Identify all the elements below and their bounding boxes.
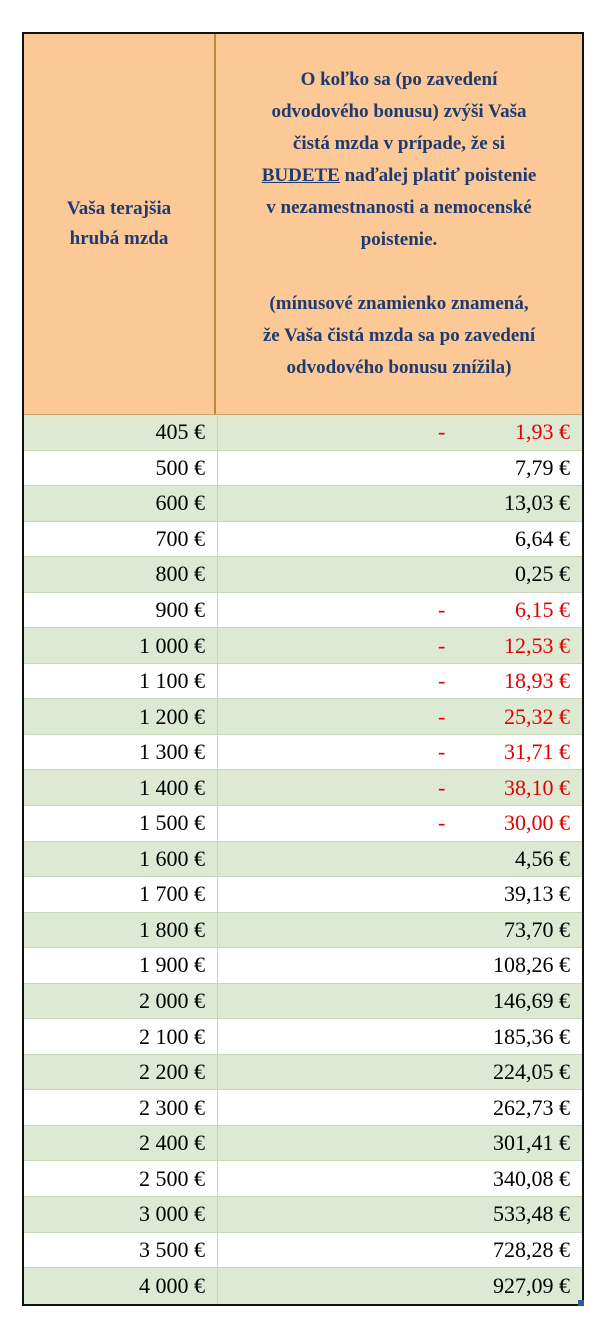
minus-sign: - bbox=[438, 668, 446, 694]
table-row bbox=[24, 486, 582, 522]
net-change-cell bbox=[218, 628, 582, 663]
table-row bbox=[24, 1019, 582, 1055]
header-col2-note: (mínusové znamienko znamená, bbox=[269, 293, 529, 314]
table-row bbox=[24, 770, 582, 806]
table-row bbox=[24, 415, 582, 451]
gross-salary-cell: 1 300 € bbox=[24, 735, 218, 770]
net-change-cell bbox=[218, 522, 582, 557]
net-change-value: 38,10 € bbox=[504, 774, 570, 800]
gross-salary-cell: 800 € bbox=[24, 557, 218, 592]
net-change-cell bbox=[218, 1126, 582, 1161]
net-change-value: 25,32 € bbox=[504, 703, 570, 729]
gross-salary-cell: 2 100 € bbox=[24, 1019, 218, 1054]
net-change-cell bbox=[218, 806, 582, 841]
net-change-value: 7,79 € bbox=[515, 454, 570, 480]
minus-sign: - bbox=[438, 739, 446, 765]
table-body bbox=[24, 415, 582, 1304]
gross-salary-cell: 900 € bbox=[24, 593, 218, 628]
gross-salary-cell: 1 000 € bbox=[24, 628, 218, 663]
net-change-value: 13,03 € bbox=[504, 490, 570, 516]
gross-salary-cell: 405 € bbox=[24, 415, 218, 450]
header-col2-line: čistá mzda v prípade, že si bbox=[292, 133, 506, 154]
minus-sign: - bbox=[438, 810, 446, 836]
resize-handle-icon bbox=[578, 1300, 584, 1306]
table-row bbox=[24, 1161, 582, 1197]
gross-salary-cell: 2 000 € bbox=[24, 984, 218, 1019]
net-change-cell bbox=[218, 735, 582, 770]
net-change-value: 224,05 € bbox=[493, 1059, 570, 1085]
gross-salary-cell: 1 200 € bbox=[24, 699, 218, 734]
table-row bbox=[24, 593, 582, 629]
net-change-value: 39,13 € bbox=[504, 881, 570, 907]
gross-salary-cell: 1 700 € bbox=[24, 877, 218, 912]
table-row bbox=[24, 664, 582, 700]
net-change-cell bbox=[218, 557, 582, 592]
net-change-cell bbox=[218, 842, 582, 877]
header-net-change bbox=[216, 34, 582, 414]
net-change-cell bbox=[218, 451, 582, 486]
budete-underlined: BUDETE bbox=[261, 165, 340, 186]
table-row bbox=[24, 522, 582, 558]
net-change-value: 262,73 € bbox=[493, 1094, 570, 1120]
net-change-cell bbox=[218, 770, 582, 805]
gross-salary-cell: 1 600 € bbox=[24, 842, 218, 877]
net-change-cell bbox=[218, 948, 582, 983]
net-change-value: 1,93 € bbox=[515, 419, 570, 445]
gross-salary-cell: 1 100 € bbox=[24, 664, 218, 699]
net-change-value: 30,00 € bbox=[504, 810, 570, 836]
table-row bbox=[24, 1197, 582, 1233]
table-row bbox=[24, 1126, 582, 1162]
gross-salary-cell: 600 € bbox=[24, 486, 218, 521]
gross-salary-cell: 1 400 € bbox=[24, 770, 218, 805]
table-row bbox=[24, 984, 582, 1020]
header-col2-line: poistenie. bbox=[360, 229, 438, 250]
minus-sign: - bbox=[438, 419, 446, 445]
gross-salary-cell: 2 500 € bbox=[24, 1161, 218, 1196]
net-change-cell bbox=[218, 913, 582, 948]
net-change-cell bbox=[218, 699, 582, 734]
header-col2-line: odvodového bonusu) zvýši Vaša bbox=[271, 101, 527, 122]
gross-salary-cell: 3 500 € bbox=[24, 1233, 218, 1268]
net-change-value: 340,08 € bbox=[493, 1165, 570, 1191]
minus-sign: - bbox=[438, 703, 446, 729]
gross-salary-cell: 1 500 € bbox=[24, 806, 218, 841]
gross-salary-cell: 1 900 € bbox=[24, 948, 218, 983]
gross-salary-cell: 700 € bbox=[24, 522, 218, 557]
minus-sign: - bbox=[438, 632, 446, 658]
net-change-cell bbox=[218, 1090, 582, 1125]
net-change-value: 0,25 € bbox=[515, 561, 570, 587]
table-row bbox=[24, 1233, 582, 1269]
net-change-value: 4,56 € bbox=[515, 845, 570, 871]
net-change-value: 6,64 € bbox=[515, 525, 570, 551]
table-row bbox=[24, 451, 582, 487]
net-change-value: 18,93 € bbox=[504, 668, 570, 694]
net-change-cell bbox=[218, 593, 582, 628]
net-change-value: 6,15 € bbox=[515, 597, 570, 622]
header-col2-line: O koľko sa (po zavedení bbox=[300, 69, 498, 90]
gross-salary-cell: 2 300 € bbox=[24, 1090, 218, 1125]
header-col1-line1: Vaša terajšia bbox=[66, 198, 172, 219]
gross-salary-cell: 2 200 € bbox=[24, 1055, 218, 1090]
table-row bbox=[24, 557, 582, 593]
salary-table bbox=[22, 32, 584, 1306]
net-change-cell bbox=[218, 1161, 582, 1196]
gross-salary-cell: 1 800 € bbox=[24, 913, 218, 948]
table-row bbox=[24, 877, 582, 913]
net-change-value: 301,41 € bbox=[493, 1130, 570, 1156]
table-header bbox=[24, 34, 582, 415]
net-change-cell bbox=[218, 877, 582, 912]
table-row bbox=[24, 913, 582, 949]
table-row bbox=[24, 1090, 582, 1126]
minus-sign: - bbox=[438, 774, 446, 800]
net-change-value: 728,28 € bbox=[493, 1236, 570, 1262]
table-row bbox=[24, 735, 582, 771]
table-row bbox=[24, 1268, 582, 1304]
net-change-cell bbox=[218, 1019, 582, 1054]
header-col2-note: že Vaša čistá mzda sa po zavedení bbox=[262, 325, 536, 346]
net-change-value: 185,36 € bbox=[493, 1023, 570, 1049]
net-change-cell bbox=[218, 984, 582, 1019]
gross-salary-cell: 4 000 € bbox=[24, 1268, 218, 1304]
gross-salary-cell: 500 € bbox=[24, 451, 218, 486]
table-row bbox=[24, 806, 582, 842]
header-col2-line-rest: naďalej platiť poistenie bbox=[339, 165, 537, 186]
table-row bbox=[24, 948, 582, 984]
table-row bbox=[24, 699, 582, 735]
gross-salary-cell: 3 000 € bbox=[24, 1197, 218, 1232]
table-row bbox=[24, 628, 582, 664]
net-change-value: 927,09 € bbox=[493, 1272, 570, 1298]
net-change-cell bbox=[218, 664, 582, 699]
header-gross-salary bbox=[24, 34, 216, 414]
net-change-cell bbox=[218, 1268, 582, 1304]
header-col2-line bbox=[218, 160, 580, 192]
header-col2-note: odvodového bonusu znížila) bbox=[286, 357, 512, 378]
gross-salary-cell: 2 400 € bbox=[24, 1126, 218, 1161]
table-row bbox=[24, 1055, 582, 1091]
net-change-cell bbox=[218, 415, 582, 450]
net-change-value: 108,26 € bbox=[493, 952, 570, 978]
net-change-value: 533,48 € bbox=[493, 1201, 570, 1227]
header-col1-line2: hrubá mzda bbox=[69, 228, 169, 249]
table-row bbox=[24, 842, 582, 878]
minus-sign: - bbox=[438, 597, 446, 622]
net-change-value: 146,69 € bbox=[493, 988, 570, 1014]
net-change-cell bbox=[218, 1055, 582, 1090]
net-change-cell bbox=[218, 1233, 582, 1268]
net-change-value: 12,53 € bbox=[504, 632, 570, 658]
net-change-value: 73,70 € bbox=[504, 916, 570, 942]
net-change-cell bbox=[218, 1197, 582, 1232]
header-col2-line: v nezamestnanosti a nemocenské bbox=[266, 197, 532, 218]
net-change-cell bbox=[218, 486, 582, 521]
net-change-value: 31,71 € bbox=[504, 739, 570, 765]
